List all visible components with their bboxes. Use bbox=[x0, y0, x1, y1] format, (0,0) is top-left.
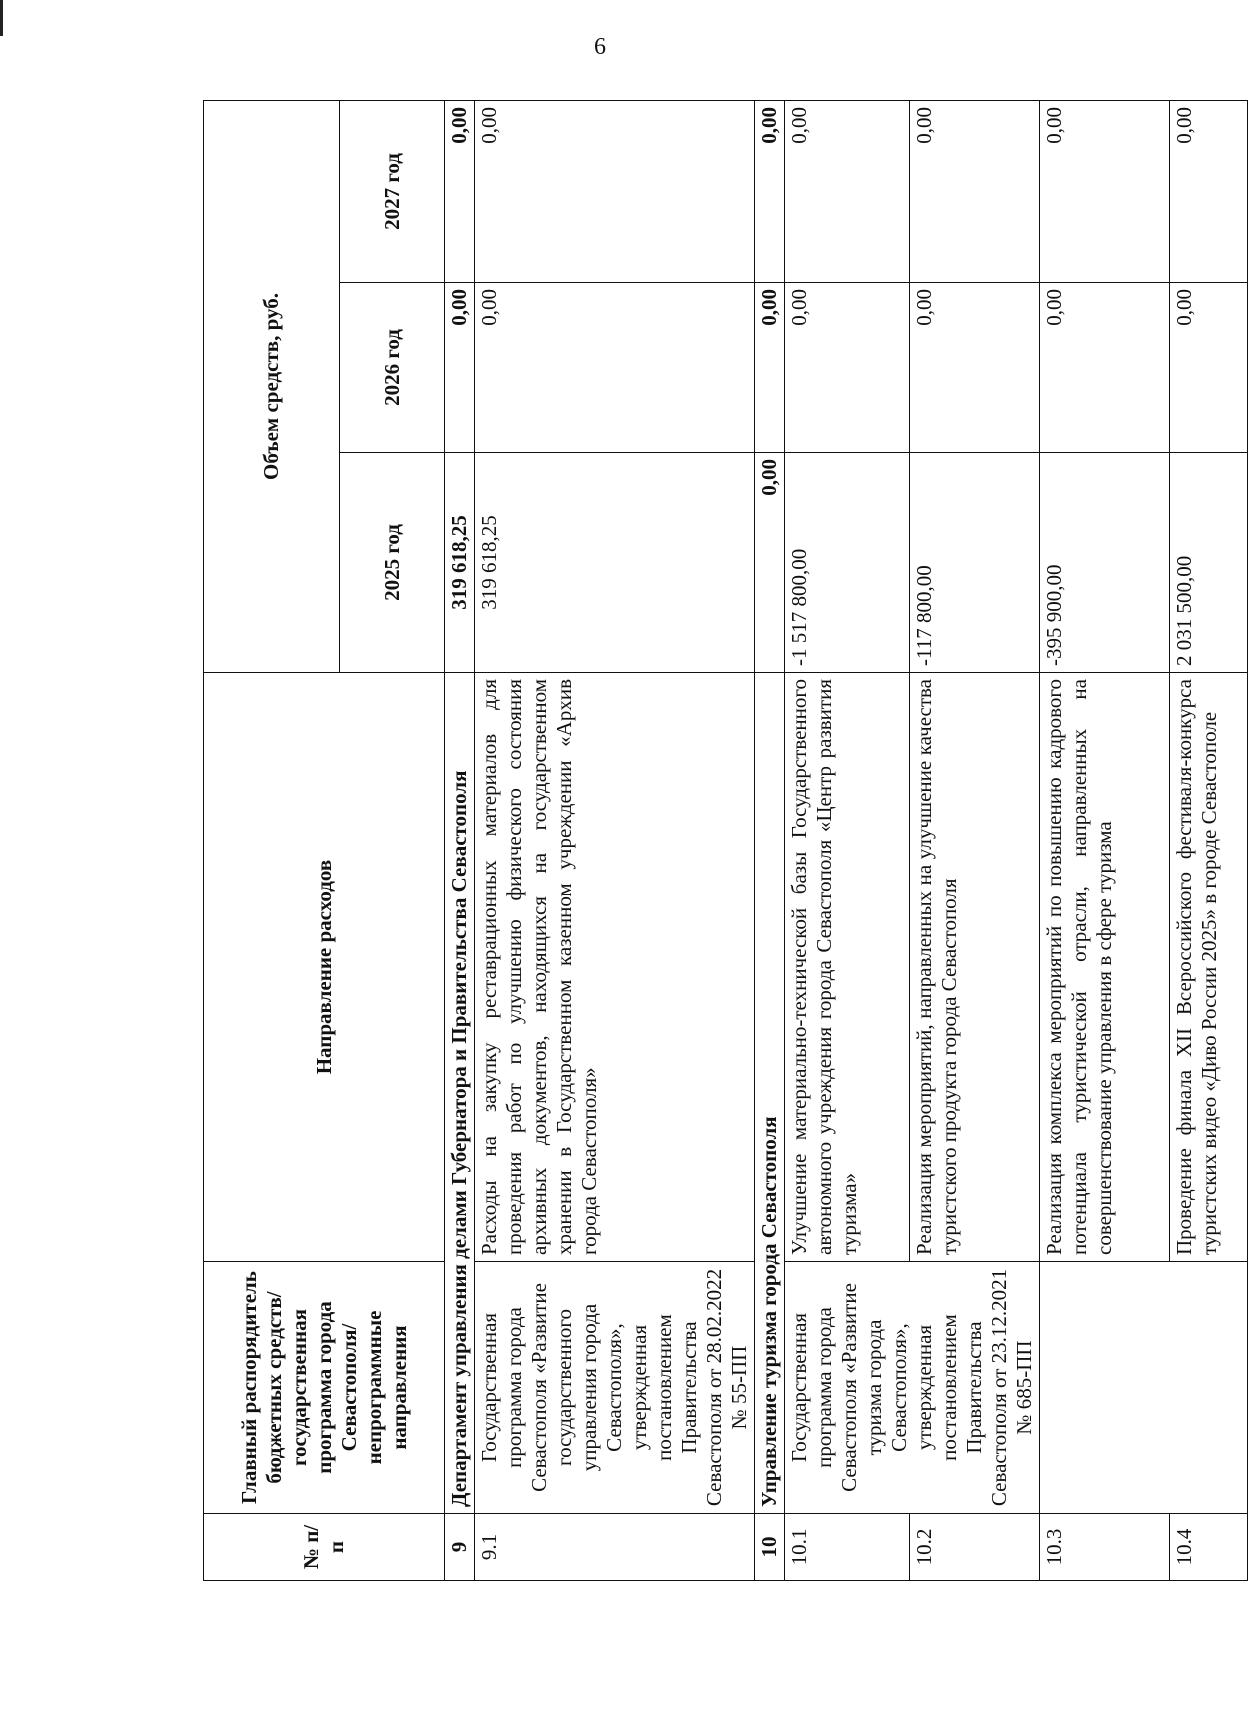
table-row-10-1 bbox=[785, 100, 910, 1580]
rotated-table-container bbox=[203, 101, 1221, 1581]
page-number: 6 bbox=[594, 34, 606, 60]
table-row-10-4 bbox=[1170, 100, 1248, 1580]
row-10-program: Государственная программа города Севастополя «Развитие туризма города Севастополя», утвержденная постановлением Правительства Севастополя от 23.12.2021 № 685-ПП bbox=[785, 1262, 1040, 1514]
row-10-1-2026: 0,00 bbox=[785, 283, 910, 453]
row-10-2-2026: 0,00 bbox=[910, 283, 1040, 453]
section-9-2027: 0,00 bbox=[445, 100, 475, 282]
row-10-4-2026: 0,00 bbox=[1170, 283, 1248, 453]
header-program: Главный распорядитель бюджетных средств/государственная программа города Севастополя/непрограммные направления bbox=[204, 1262, 445, 1514]
header-year-2026: 2026 год bbox=[340, 283, 445, 453]
row-10-2-2027: 0,00 bbox=[910, 100, 1040, 282]
row-10-3-2025: -395 900,00 bbox=[1040, 453, 1170, 673]
row-10-1-2025: -1 517 800,00 bbox=[785, 453, 910, 673]
row-10-2-2025: -117 800,00 bbox=[910, 453, 1040, 673]
header-year-2025: 2025 год bbox=[340, 453, 445, 673]
row-10-3-program-empty bbox=[1040, 1262, 1170, 1514]
header-direction: Направление расходов bbox=[204, 673, 445, 1262]
row-9-1-2025: 319 618,25 bbox=[475, 453, 755, 673]
row-10-4-program-empty bbox=[1170, 1262, 1248, 1514]
section-9-title: Департамент управления делами Губернатора и Правительства Севастополя bbox=[445, 673, 475, 1514]
row-10-2-direction: Реализация мероприятий, направленных на улучшение качества туристского продукта города Севастополя bbox=[910, 673, 1040, 1262]
row-9-1-2027: 0,00 bbox=[475, 100, 755, 282]
section-10-2027: 0,00 bbox=[755, 100, 785, 282]
row-10-4-2027: 0,00 bbox=[1170, 100, 1248, 282]
row-9-1-num: 9.1 bbox=[475, 1514, 755, 1581]
row-10-4-num: 10.4 bbox=[1170, 1514, 1248, 1581]
row-10-4-2025: 2 031 500,00 bbox=[1170, 453, 1248, 673]
section-10-num: 10 bbox=[755, 1514, 785, 1581]
row-10-3-direction: Реализация комплекса мероприятий по повышению кадрового потенциала туристической отрасли, направленных на совершенствование управления в сфере туризма bbox=[1040, 673, 1170, 1262]
header-num: № п/п bbox=[204, 1514, 445, 1581]
header-row-1 bbox=[204, 100, 340, 1580]
section-10-2026: 0,00 bbox=[755, 283, 785, 453]
table-row-9-1 bbox=[475, 100, 755, 1580]
row-9-1-2026: 0,00 bbox=[475, 283, 755, 453]
section-9-2026: 0,00 bbox=[445, 283, 475, 453]
section-row-10 bbox=[755, 100, 785, 1580]
row-10-2-num: 10.2 bbox=[910, 1514, 1040, 1581]
section-row-9 bbox=[445, 100, 475, 1580]
row-9-1-program: Государственная программа города Севастополя «Развитие государственного управления города Севастополя», утвержденная постановлением Правительства Севастополя от 28.02.2022 № 55-ПП bbox=[475, 1262, 755, 1514]
section-9-num: 9 bbox=[445, 1514, 475, 1581]
scan-edge-mark bbox=[0, 0, 3, 36]
rotated-table-frame bbox=[203, 101, 1221, 1581]
row-10-3-num: 10.3 bbox=[1040, 1514, 1170, 1581]
row-10-1-num: 10.1 bbox=[785, 1514, 910, 1581]
section-10-2025: 0,00 bbox=[755, 453, 785, 673]
table-row-10-3 bbox=[1040, 100, 1170, 1580]
row-10-4-direction: Проведение финала XII Всероссийского фестиваля-конкурса туристских видео «Диво России 2025» в городе Севастополе bbox=[1170, 673, 1248, 1262]
section-9-2025: 319 618,25 bbox=[445, 453, 475, 673]
header-year-2027: 2027 год bbox=[340, 100, 445, 282]
row-9-1-direction: Расходы на закупку реставрационных материалов для проведения работ по улучшению физического состояния архивных документов, находящихся на государственном хранении в Государственном казенном учреждении «Архив города Севастополя» bbox=[475, 673, 755, 1262]
row-10-1-direction: Улучшение материально-технической базы Государственного автономного учреждения города Севастополя «Центр развития туризма» bbox=[785, 673, 910, 1262]
section-10-title: Управление туризма города Севастополя bbox=[755, 673, 785, 1514]
row-10-1-2027: 0,00 bbox=[785, 100, 910, 282]
row-10-3-2027: 0,00 bbox=[1040, 100, 1170, 282]
header-volume: Объем средств, руб. bbox=[204, 100, 340, 672]
row-10-3-2026: 0,00 bbox=[1040, 283, 1170, 453]
budget-table bbox=[203, 100, 1248, 1581]
